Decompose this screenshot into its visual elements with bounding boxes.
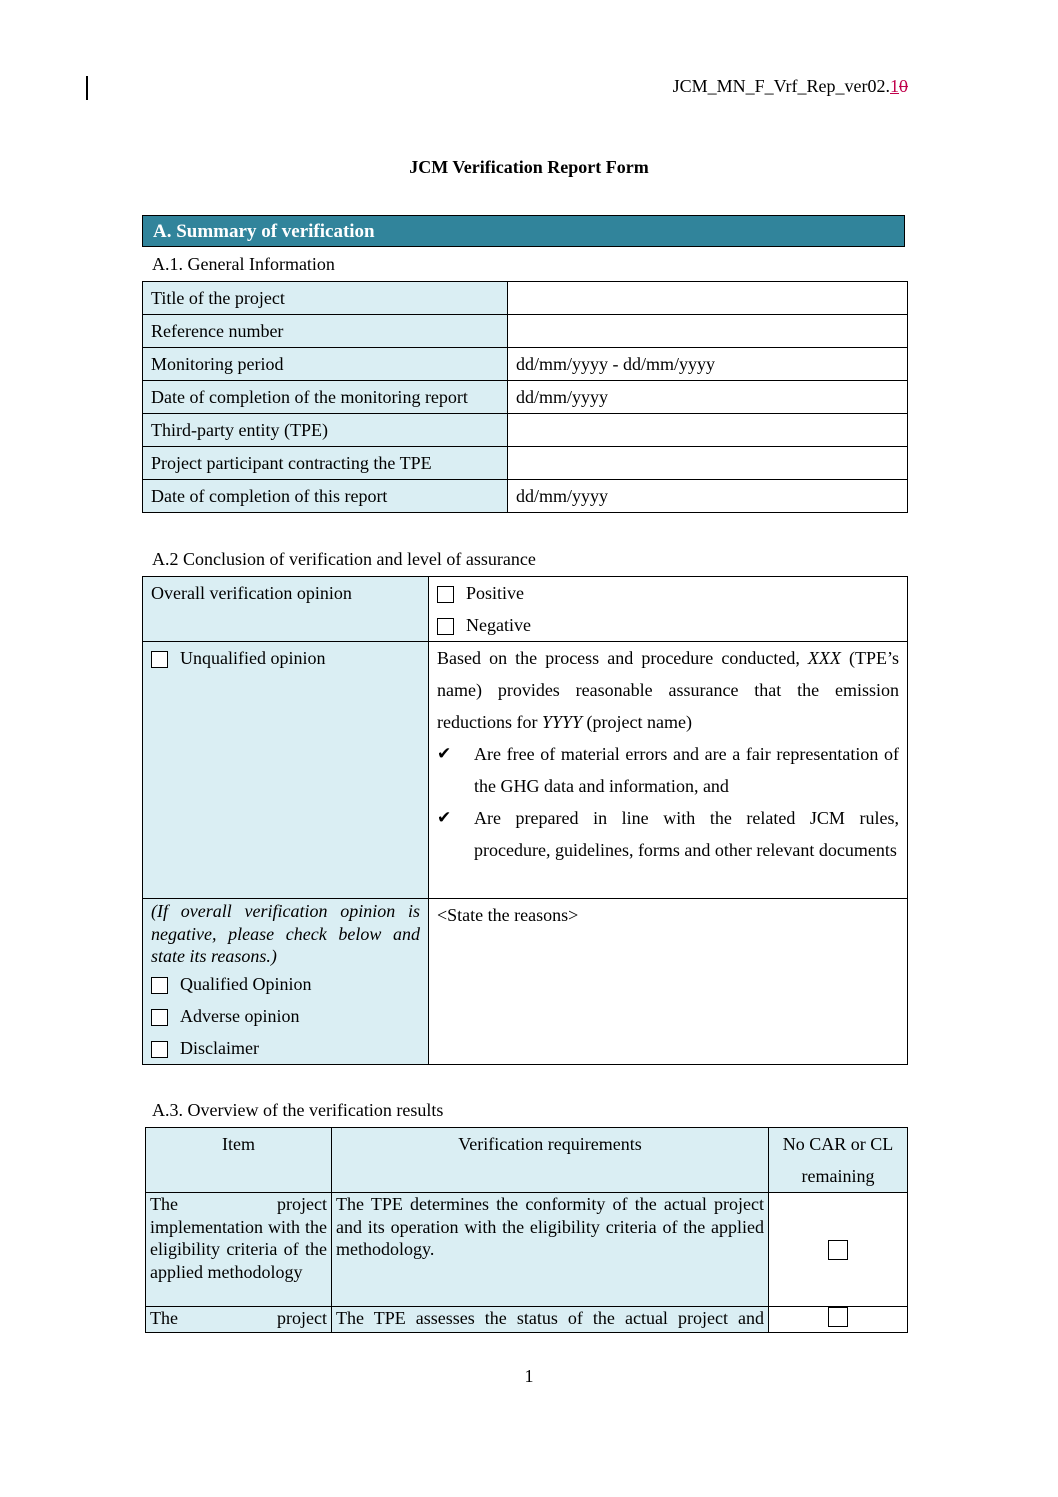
table-row [143,480,908,513]
bullet-item: ✔ Are prepared in line with the related JCM rules, procedure, guidelines, forms and other relevant documents [437,802,899,866]
a3-title: A.3. Overview of the verification results [152,1100,444,1120]
assurance-statement [429,642,908,899]
checkmark-icon: ✔ [437,808,452,828]
unqualified-checkbox[interactable] [151,651,168,668]
item-cell: The project [146,1307,332,1333]
row-value[interactable]: dd/mm/yyyy [508,381,908,414]
document-id: JCM_MN_F_Vrf_Rep_ver02.10 [672,76,908,96]
requirement-cell: The TPE determines the conformity of the actual project and its operation with the eligibility criteria of the applied methodology. [332,1193,769,1307]
negative-reasons-options [143,899,429,1065]
a1-title: A.1. General Information [152,254,335,274]
row-label: Third-party entity (TPE) [143,414,508,447]
positive-option[interactable]: Positive [437,577,899,609]
positive-checkbox[interactable] [437,586,454,603]
deleted-revision: 0 [899,76,908,96]
inserted-revision: 1 [890,76,899,96]
no-car-checkbox[interactable] [828,1240,848,1260]
statement-text: Based on the process and procedure conducted, XXX (TPE’s name) provides reasonable assurance that the emission reductions for YYYY (project name) [437,648,899,732]
conclusion-table [142,576,908,1065]
adverse-option[interactable]: Adverse opinion [151,1000,420,1032]
header-item: Item [146,1128,332,1193]
row-value[interactable] [508,315,908,348]
negative-checkbox[interactable] [437,618,454,635]
row-value[interactable] [508,414,908,447]
table-row [143,282,908,315]
adverse-checkbox[interactable] [151,1009,168,1026]
section-a-heading: A. Summary of verification [142,215,905,247]
negative-note: (If overall verification opinion is negative, please check below and state its reasons.) [151,901,420,966]
verification-results-table [145,1127,908,1333]
requirement-cell: The TPE assesses the status of the actual project and [332,1307,769,1333]
no-car-cell [769,1307,908,1333]
overall-opinion-label: Overall verification opinion [143,577,429,642]
general-information-table [142,281,908,513]
disclaimer-option[interactable]: Disclaimer [151,1032,420,1064]
overall-opinion-options [429,577,908,642]
row-label: Monitoring period [143,348,508,381]
table-row [143,899,908,1065]
header-requirements: Verification requirements [332,1128,769,1193]
no-car-checkbox[interactable] [828,1307,848,1327]
qualified-checkbox[interactable] [151,977,168,994]
table-header-row [146,1128,908,1193]
change-bar [86,76,88,100]
table-row [143,642,908,899]
item-cell: The project implementation with the eligibility criteria of the applied methodology [146,1193,332,1307]
table-row [143,447,908,480]
page-title: JCM Verification Report Form [409,157,649,177]
table-row [143,414,908,447]
row-value[interactable]: dd/mm/yyyy [508,480,908,513]
table-row [143,577,908,642]
row-value[interactable] [508,282,908,315]
row-label: Project participant contracting the TPE [143,447,508,480]
table-row [146,1307,908,1333]
row-value[interactable]: dd/mm/yyyy - dd/mm/yyyy [508,348,908,381]
bullet-item: ✔ Are free of material errors and are a fair representation of the GHG data and information, and [437,738,899,802]
disclaimer-checkbox[interactable] [151,1041,168,1058]
row-label: Date of completion of this report [143,480,508,513]
row-label: Date of completion of the monitoring report [143,381,508,414]
page-number: 1 [524,1366,534,1386]
qualified-option[interactable]: Qualified Opinion [151,968,420,1000]
checkmark-icon: ✔ [437,744,452,764]
reasons-field[interactable]: <State the reasons> [429,899,908,1065]
table-row [143,381,908,414]
table-row [143,315,908,348]
unqualified-option[interactable]: Unqualified opinion [143,642,429,899]
row-label: Reference number [143,315,508,348]
table-row [143,348,908,381]
negative-option[interactable]: Negative [437,609,899,641]
table-row [146,1193,908,1307]
header-no-car: No CAR or CL remaining [769,1128,908,1193]
a2-title: A.2 Conclusion of verification and level of assurance [152,549,536,569]
row-label: Title of the project [143,282,508,315]
row-value[interactable] [508,447,908,480]
no-car-cell [769,1193,908,1307]
